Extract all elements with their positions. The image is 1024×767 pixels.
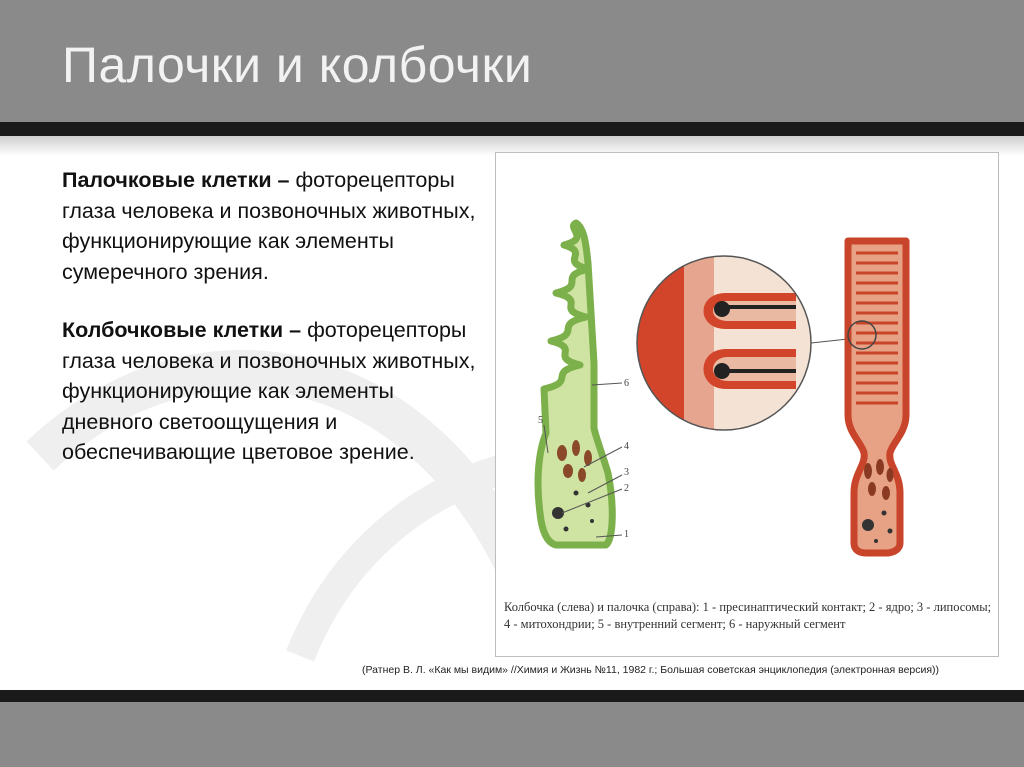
rod-cell-illustration (848, 241, 906, 553)
label-2: 2 (624, 483, 629, 494)
rods-definition: фоторецепторы глаза человека и позвоночных животных, функционирующие как элементы сумеречного зрения. (62, 168, 476, 284)
label-1: 1 (624, 529, 629, 540)
magnified-disc-detail (636, 253, 848, 433)
footer-bar (0, 702, 1024, 767)
footer-divider (0, 690, 1024, 702)
cone-rod-diagram (496, 153, 998, 593)
cones-paragraph (62, 315, 482, 468)
rods-term: Палочковые клетки – (62, 168, 290, 192)
label-5: 5 (538, 415, 543, 426)
source-citation: (Ратнер В. Л. «Как мы видим» //Химия и Жизнь №11, 1982 г.; Большая советская энциклопедия (электронная версия)) (362, 664, 940, 676)
definitions (62, 165, 482, 496)
photoreceptor-figure (495, 152, 999, 657)
title-bar (0, 0, 1024, 122)
figure-caption: Колбочка (слева) и палочка (справа): 1 - пресинаптический контакт; 2 - ядро; 3 - липосомы; 4 - митохондрии; 5 - внутренний сегмент; 6 - наружный сегмент (504, 600, 992, 631)
label-4: 4 (624, 441, 629, 452)
cones-term: Колбочковые клетки – (62, 318, 302, 342)
label-3: 3 (624, 467, 629, 478)
label-6: 6 (624, 378, 629, 389)
slide-title: Палочки и колбочки (62, 37, 533, 93)
cones-definition: фоторецепторы глаза человека и позвоночных животных, функционирующие как элементы дневного светоощущения и обеспечивающие цветовое зрение. (62, 318, 476, 464)
rods-paragraph (62, 165, 482, 287)
header-divider (0, 122, 1024, 136)
